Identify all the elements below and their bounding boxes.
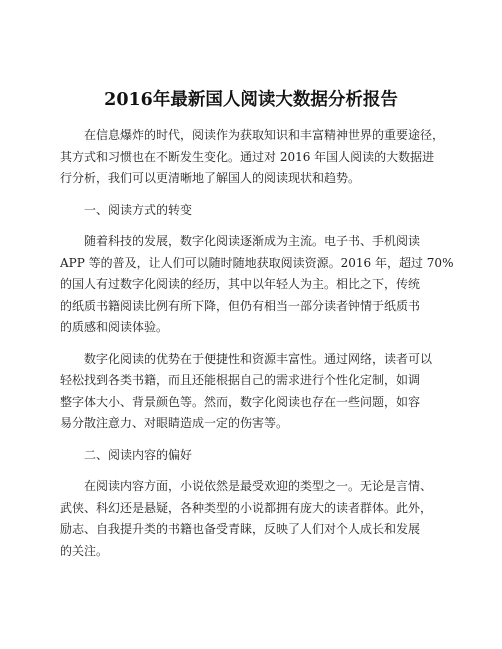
section-heading-2: 二、阅读内容的偏好 — [84, 447, 193, 462]
text-line: 行分析，我们可以更清晰地了解国人的阅读现状和趋势。 — [60, 171, 361, 185]
text-line: 在阅读内容方面，小说依然是最受欢迎的类型之一。无论是言情、 — [84, 479, 433, 493]
text-line: 的国人有过数字化阅读的经历，其中以年轻人为主。相比之下，传统 — [60, 277, 421, 291]
text-line: 随着科技的发展，数字化阅读逐渐成为主流。电子书、手机阅读 — [84, 234, 421, 248]
text-line: 易分散注意力、对眼睛造成一定的伤害等。 — [60, 416, 289, 430]
intro-paragraph — [60, 125, 445, 190]
text-line: 轻松找到各类书籍，而且还能根据自己的需求进行个性化定制，如调 — [60, 373, 421, 387]
text-line: 数字化阅读的优势在于便捷性和资源丰富性。通过网络，读者可以 — [84, 351, 433, 366]
text-line: APP 等的普及，让人们可以随时随地获取阅读资源。2016 年，超过 70% — [60, 255, 454, 270]
document-title: 2016年最新国人阅读大数据分析报告 — [104, 90, 398, 110]
text-line: 的质感和阅读体验。 — [60, 320, 169, 334]
text-line: 其方式和习惯也在不断发生变化。通过对 2016 年国人阅读的大数据进 — [60, 149, 435, 164]
section1-paragraph-1 — [60, 231, 454, 339]
section2-paragraph-1 — [60, 476, 442, 562]
text-line: 在信息爆炸的时代，阅读作为获取知识和丰富精神世界的重要途径， — [84, 128, 445, 142]
text-line: 武侠、科幻还是悬疑，各种类型的小说都拥有庞大的读者群体。此外， — [60, 500, 433, 515]
text-line: 励志、自我提升类的书籍也备受青睐，反映了人们对个人成长和发展 — [60, 522, 421, 536]
text-line: 的纸质书籍阅读比例有所下降，但仍有相当一部分读者钟情于纸质书 — [60, 298, 421, 313]
text-line: 的关注。 — [60, 543, 109, 558]
section1-paragraph-2 — [60, 349, 442, 435]
section-heading-1: 一、阅读方式的转变 — [84, 202, 193, 217]
text-line: 整字体大小、背景颜色等。然而，数字化阅读也存在一些问题，如容 — [60, 394, 421, 409]
